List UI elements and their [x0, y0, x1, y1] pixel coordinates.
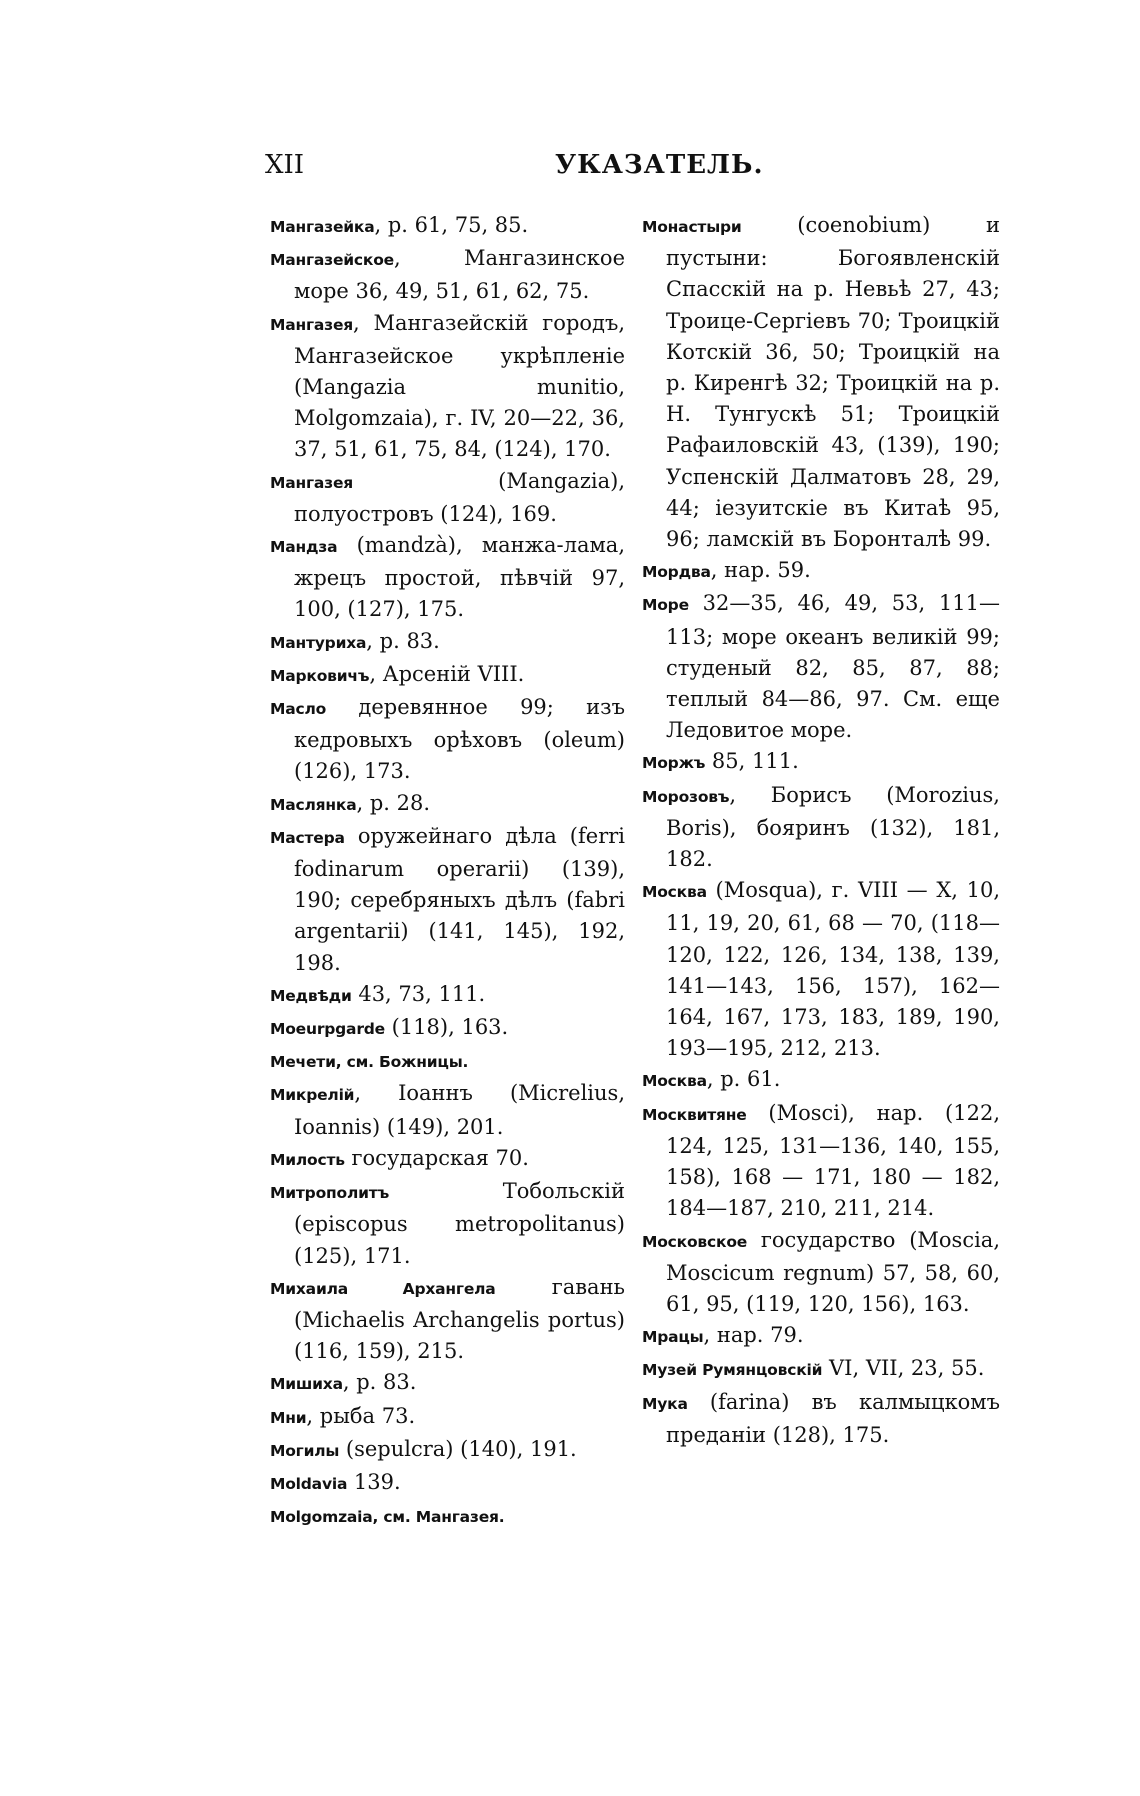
index-entry-text: 43, 73, 111.	[351, 981, 486, 1006]
index-entry	[270, 1045, 625, 1078]
index-entry-text: , р. 83.	[342, 1370, 417, 1395]
index-entry-text: , нар. 59.	[710, 558, 811, 583]
index-entry-headword: Molgomzaia, см. Мангазея.	[270, 1508, 505, 1527]
index-entry	[270, 979, 625, 1012]
index-entry	[642, 1064, 1000, 1097]
index-entry	[270, 1401, 625, 1434]
index-entry-text: , Борисъ (Morozius, Boris), бояринъ (132), 181, 182.	[666, 782, 1000, 872]
index-entry-text: оружейнаго дѣла (ferri fodinarum operarii) (139), 190; серебряныхъ дѣлъ (fabri argentarii) (141, 145), 192, 198.	[294, 823, 625, 975]
index-entry	[642, 1320, 1000, 1353]
index-entry-headword: Мрацы	[642, 1328, 704, 1347]
index-entry	[270, 1176, 625, 1272]
index-entry-text: 139.	[347, 1469, 401, 1494]
index-entry-headword: Мастера	[270, 828, 345, 847]
index-entry-text: , Іоаннъ (Micrelius, Ioannis) (149), 201.	[294, 1081, 625, 1139]
index-column-right	[642, 210, 1000, 1451]
index-entry	[270, 692, 625, 788]
index-entry-headword: Moeurpgarde	[270, 1020, 385, 1039]
index-entry	[642, 588, 1000, 746]
index-entry	[270, 308, 625, 466]
index-entry-text: деревянное 99; изъ кедровыхъ орѣховъ (oleum) (126), 173.	[294, 695, 625, 784]
index-entry-headword: Милость	[270, 1150, 345, 1169]
index-entry-text: (Mangazia), полуостровъ (124), 169.	[294, 468, 625, 526]
index-entry-headword: Москвитяне	[642, 1105, 747, 1124]
index-entry-text: , нар. 79.	[703, 1323, 804, 1348]
index-entry-text: (farina) въ калмыцкомъ преданіи (128), 175.	[666, 1389, 1000, 1447]
index-entry-text: (mandzà), манжа-лама, жрецъ простой, пѣвчій 97, 100, (127), 175.	[294, 533, 625, 622]
index-entry-headword: Моржъ	[642, 754, 706, 773]
index-entry-text: (118), 163.	[384, 1015, 509, 1040]
index-entry-headword: Музей Румянцовскій	[642, 1361, 823, 1380]
index-entry-headword: Московское	[642, 1232, 748, 1251]
index-entry-text: , р. 61.	[706, 1067, 781, 1092]
index-entry-text: (Mosqua), г. VIII — X, 10, 11, 19, 20, 61, 68 — 70, (118—120, 122, 126, 134, 138, 139, 141—143, 156, 157), 162—164, 167, 173, 183, 189, 190, 193—195, 212, 213.	[666, 878, 1000, 1061]
index-entry-headword: Москва	[642, 883, 707, 902]
running-title: УКАЗАТЕЛЬ.	[555, 150, 764, 180]
index-entry-headword: Морозовъ	[642, 787, 730, 806]
index-entry	[270, 1272, 625, 1368]
index-entry	[270, 788, 625, 821]
index-entry-headword: Марковичъ	[270, 666, 370, 685]
index-entry-text: VI, VII, 23, 55.	[822, 1356, 985, 1381]
index-entry-headword: Мишиха	[270, 1375, 343, 1394]
index-entry	[270, 1467, 625, 1500]
index-entry	[270, 466, 625, 530]
index-entry-text: государство (Moscia, Moscicum regnum) 57, 58, 60, 61, 95, (119, 120, 156), 163.	[666, 1227, 1000, 1316]
index-entry-headword: Москва	[642, 1072, 707, 1091]
index-entry	[270, 1078, 625, 1142]
index-entry-headword: Moldavia	[270, 1474, 348, 1493]
index-entry-headword: Море	[642, 596, 689, 615]
index-entry-text: , р. 28.	[356, 790, 431, 815]
index-entry-text: (Mosci), нар. (122, 124, 125, 131—136, 140, 155, 158), 168 — 171, 180 — 182, 184—187, 210, 211, 214.	[666, 1100, 1000, 1221]
index-entry	[270, 626, 625, 659]
index-entry-text: , Мангазинское море 36, 49, 51, 61, 62, 75.	[294, 246, 625, 304]
index-entry-text: Тобольскій (episcopus metropolitanus) (125), 171.	[294, 1179, 625, 1268]
index-entry-headword: Митрополитъ	[270, 1184, 390, 1203]
index-entry	[642, 780, 1000, 876]
index-entry	[270, 659, 625, 692]
index-entry	[642, 746, 1000, 779]
index-entry-text: государская 70.	[344, 1145, 529, 1170]
index-entry-text: 32—35, 46, 49, 53, 111—113; море океанъ великій 99; студеный 82, 85, 87, 88; теплый 84—86, 97. См. еще Ледовитое море.	[666, 591, 1000, 743]
index-entry-headword: Мангазейка	[270, 218, 375, 236]
index-entry-headword: Мангазея	[270, 315, 354, 334]
index-entry-headword: Мни	[270, 1408, 307, 1427]
index-entry-headword: Могилы	[270, 1441, 340, 1460]
index-entry-text: , Арсеній VIII.	[369, 661, 525, 686]
index-entry-text: , р. 61, 75, 85.	[374, 213, 529, 237]
index-entry	[270, 1367, 625, 1400]
index-entry	[642, 1353, 1000, 1386]
index-entry-text: (sepulcra) (140), 191.	[339, 1436, 577, 1461]
index-entry-headword: Мечети, см. Божницы.	[270, 1053, 469, 1072]
index-entry	[270, 210, 625, 243]
index-entry-headword: Мантуриха	[270, 633, 367, 652]
index-entry-text: гавань (Michaelis Archangelis portus) (116, 159), 215.	[294, 1274, 625, 1364]
index-entry	[270, 1143, 625, 1176]
index-entry-headword: Медвѣди	[270, 986, 352, 1005]
index-entry	[642, 1225, 1000, 1321]
index-entry-headword: Михаила Архангела	[270, 1279, 496, 1298]
index-entry-headword: Масло	[270, 700, 327, 719]
index-entry	[270, 530, 625, 626]
index-entry-text: (coenobium) и пустыни: Богоявленскій Спасскій на р. Невьѣ 27, 43; Троице-Сергіевъ 70; Троицкій Котскій 36, 50; Троицкій на р. Киренгѣ 32; Троицкій на р. Н. Тунгускѣ 51; Троицкій Рафаиловскій 43, (139), 190; Успенскій Далматовъ 28, 29, 44; іезуитскіе въ Китаѣ 95, 96; ламскій въ Боронталѣ 99.	[666, 213, 1000, 552]
index-entry	[642, 1387, 1000, 1451]
index-entry	[642, 210, 1000, 555]
index-entry-text: , р. 83.	[366, 628, 440, 653]
index-entry	[642, 555, 1000, 588]
index-entry-headword: Монастыри	[642, 218, 742, 236]
index-entry-text: 85, 111.	[705, 749, 799, 774]
index-column-left	[270, 210, 625, 1533]
index-entry-headword: Мордва	[642, 563, 711, 582]
index-entry-headword: Мангазейское	[270, 251, 394, 270]
index-entry	[270, 243, 625, 307]
index-entry	[270, 1012, 625, 1045]
index-entry-headword: Мука	[642, 1394, 688, 1413]
index-entry	[270, 1434, 625, 1467]
index-entry-text: , рыба 73.	[306, 1403, 416, 1428]
page-header	[0, 150, 1140, 190]
index-entry-text: , Мангазейскій городъ, Мангазейское укрѣпленіе (Mangazia munitio, Molgomzaia), г. IV, 20—22, 36, 37, 51, 61, 75, 84, (124), 170.	[294, 310, 625, 462]
index-entry-headword: Мангазея	[270, 473, 354, 492]
index-entry-headword: Маслянка	[270, 795, 357, 814]
index-entry	[270, 821, 625, 979]
index-entry	[642, 1098, 1000, 1225]
index-entry	[642, 875, 1000, 1064]
index-entry	[270, 1500, 625, 1533]
index-entry-headword: Микрелій	[270, 1086, 355, 1105]
page-number: XII	[265, 150, 305, 180]
index-entry-headword: Мандза	[270, 538, 338, 557]
